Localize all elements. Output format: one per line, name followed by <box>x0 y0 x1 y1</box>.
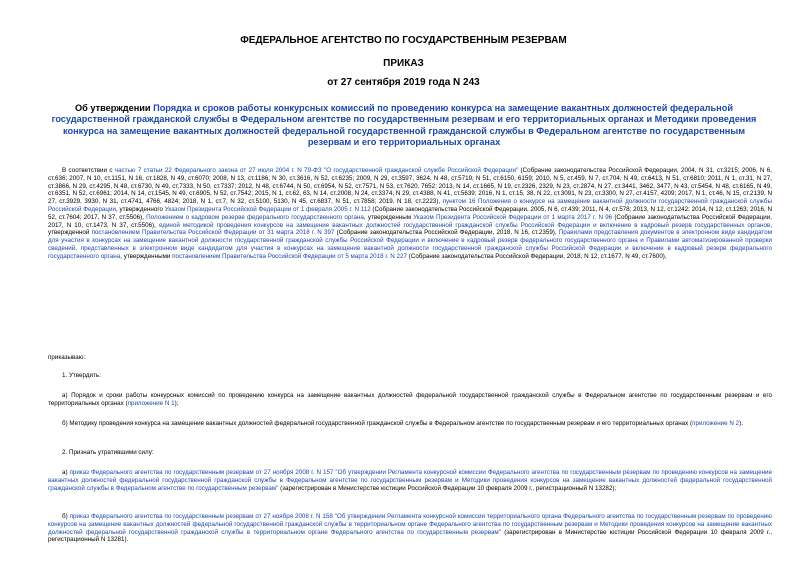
unified-method-link[interactable]: единой методикой проведения конкурсов на замещение вакантных должностей государственной гражданской службы Российской Федерации и включение в кадровый резерв государственных органов <box>158 221 771 229</box>
document-title <box>48 103 760 148</box>
basis-text-10: (Собрание законодательства Российской Федерации, 2018, N 12, ст.1677, N 49, ст.7600), <box>407 252 667 260</box>
basis-text-1: В соответствии с <box>62 167 115 174</box>
doc-date: от 27 сентября 2019 года N 243 <box>327 77 480 88</box>
basis-text-8: (Собрание законодательства Российской Федерации, 2018, N 16, ст.2359), <box>334 229 559 237</box>
appendix-1-link[interactable]: приложение N 1 <box>127 399 175 407</box>
item-2b-end: (зарегистрирован в Министерстве юстиции Российской Федерации 10 февраля 2009 г., регистрационный N 13281). <box>48 528 772 544</box>
title-prefix: Об утверждении <box>75 103 154 113</box>
item-2a-end: (зарегистрирован в Министерстве юстиции Российской Федерации 10 февраля 2009 г., регистрационный N 13282); <box>278 484 617 492</box>
clause-16-link[interactable]: пунктом 16 Положения о конкурсе на замещение вакантной должности государственной гражданской службы Российской Федерации <box>48 198 772 213</box>
law-79-link[interactable]: частью 7 статьи 22 Федерального закона от 27 июля 2004 г. N 79-ФЗ "О государственной гражданской службе Российской Федерации" <box>114 167 519 174</box>
basis-text-9: , утвержденными <box>120 252 173 260</box>
item-2b-prefix: б) <box>62 513 70 520</box>
item-1: 1. Утвердить: <box>62 372 101 379</box>
basis-text-4: (Собрание законодательства Российской Федерации, 2005, N 6, ст.439; 2011, N 4, ст.578; 2013, N 12, ст.1242; 2014, N 12, ст.1263; 2016, N 52, ст.7604; 2017, N 37, ст.5506), <box>48 205 773 221</box>
basis-text-6: (Собрание законодательства Российской Федерации, 2017, N 10, ст.1473, N 37, ст.5506), <box>48 213 773 229</box>
item-2a-prefix: а) <box>62 469 70 476</box>
decree-112-link[interactable]: Указом Президента Российской Федерации от 1 февраля 2005 г. N 112 <box>164 205 371 213</box>
item-1b-text: б) Методику проведения конкурса на замещение вакантных должностей федеральной государственной гражданской службы в Федеральном агентстве по государственным резервам и его территориальных органах ( <box>62 420 693 427</box>
item-2b <box>48 513 772 544</box>
item-2a <box>48 469 772 492</box>
rules-link[interactable]: Правилами представления документов в электронном виде кандидатом для участия в конкурсах на замещение вакантной должности государственной гражданской службы Российской Федерации и включение в кадровый резерв федерального государственного органа и Правилами автоматизированной проверки сведений, представленных в электронном виде кандидатом для участия в конкурсах на замещение вакантной должности государственной гражданской службы Российской Федерации и включение в кадровый резерв федерального государственного органа <box>48 229 772 260</box>
agency-header: ФЕДЕРАЛЬНОЕ АГЕНТСТВО ПО ГОСУДАРСТВЕННЫМ РЕЗЕРВАМ <box>240 35 567 46</box>
appendix-2-link[interactable]: приложение N 2 <box>692 420 740 427</box>
basis-text-3: , утвержденного <box>115 205 165 213</box>
item-1a-text: а) Порядок и сроки работы конкурсных комиссий по проведению конкурса на замещение вакантных должностей федеральной государственной гражданской службы в Федеральном агентстве по государственным резервам и его территориальных органах ( <box>48 392 772 407</box>
order-word: приказываю: <box>48 354 86 361</box>
basis-paragraph <box>48 167 772 261</box>
item-1b-end: ). <box>739 420 743 427</box>
title-link[interactable]: Порядка и сроков работы конкурсных комиссий по проведению конкурса на замещение вакантных должностей федеральной государственной гражданской службы в Федеральном агентстве по государственным резервам и его территориальных органах и Методики проведения конкурса на замещение вакантных должностей федеральной государственной гражданской службы в Федеральном агентстве по государственным резервам и его территориальных органах <box>51 103 757 147</box>
decree-96-link[interactable]: Указом Президента Российской Федерации от 1 марта 2017 г. N 96 <box>413 213 613 221</box>
item-1a <box>48 392 772 408</box>
item-2: 2. Признать утратившими силу: <box>62 449 154 456</box>
doc-type: ПРИКАЗ <box>383 58 424 69</box>
basis-text-2: (Собрание законодательства Российской Федерации, 2004, N 31, ст.3215; 2006, N 6, ст.636; 2007, N 10, ст.1151, N 16, ст.1828, N 49, ст.6070; 2008, N 13, ст.1186, N 30, ст.3616, N 52, ст.6235; 2009, N 29, ст.3597, 3624, N 48, ст.5719, N 51, ст.6150, 6159; 2010, N 5, ст.459, N 7, ст.704, N 49, ст.6413, N 51, ст.6810; 2011, N 1, ст.31, N 27, ст.3866, N 29, ст.4295, N 48, ст.6730, N 49, ст.7333, N 50, ст.7337; 2012, N 48, ст.6744, N 50, ст.6954, N 52, ст.7571, N 53, ст.7620, 7652; 2013, N 14, ст.1665, N 19, ст.2326, 2329, N 23, ст.2874, N 27, ст.3441, 3462, 3477, N 43, ст.5454, N 48, ст.6165, N 49, ст.6351, N 52, ст.6961; 2014, N 14, ст.1545, N 49, ст.6905, N 52, ст.7542; 2015, N 1, ст.62, 63, N 14, ст.2008, N 24, ст.3374, N 29, ст.4388, N 41, ст.5639; 2016, N 1, ст.15, 38, N 22, ст.3091, N 23, ст.3300, N 27, ст.4157, 4209; 2017, N 1, ст.46, N 15, ст.2139, N 27, ст.3929, 3930, N 31, ст.4741, 4766, 4824; 2018, N 1, ст.7, N 32, ст.5100, 5130, N 45, ст.6837, N 51, ст.7858; 2019, N 18, ст.2223), <box>48 167 772 206</box>
basis-text-7: , утвержденной <box>48 221 772 237</box>
item-1b <box>48 420 772 428</box>
item-1a-end: ); <box>174 399 179 407</box>
order-158-link[interactable]: приказ Федерального агентства по государственным резервам от 27 ноября 2008 г. N 158 "Об утверждении Регламента конкурсной комиссии территориального органа Федерального агентства по государственным резервам по проведению конкурсов на замещение вакантных должностей федеральной государственной гражданской службы в территориальном органе Федерального агентства по государственным резервам и Методики проведения конкурсов на замещение вакантных должностей федеральной государственной гражданской службы в территориальном органе Федерального агентства по государственным резервам" <box>48 513 772 536</box>
resolution-227-link[interactable]: постановлением Правительства Российской Федерации от 5 марта 2018 г. N 227 <box>172 252 407 260</box>
order-157-link[interactable]: приказ Федерального агентства по государственным резервам от 27 ноября 2008 г. N 157 "Об утверждении Регламента конкурсной комиссии Федерального агентства по государственным резервам по проведению конкурсов на замещение вакантных должностей федеральной государственной гражданской службы в Федеральном агентстве по государственным резервам и Методики проведения конкурсов на замещение вакантных должностей федеральной государственной гражданской службы в Федеральном агентстве по государственным резервам" <box>48 469 772 492</box>
reserve-regulation-link[interactable]: Положением о кадровом резерве федерального государственного органа <box>146 213 364 221</box>
basis-text-5: , утвержденным <box>363 213 414 221</box>
resolution-397-link[interactable]: постановлением Правительства Российской Федерации от 31 марта 2018 г. N 397 <box>91 229 335 237</box>
